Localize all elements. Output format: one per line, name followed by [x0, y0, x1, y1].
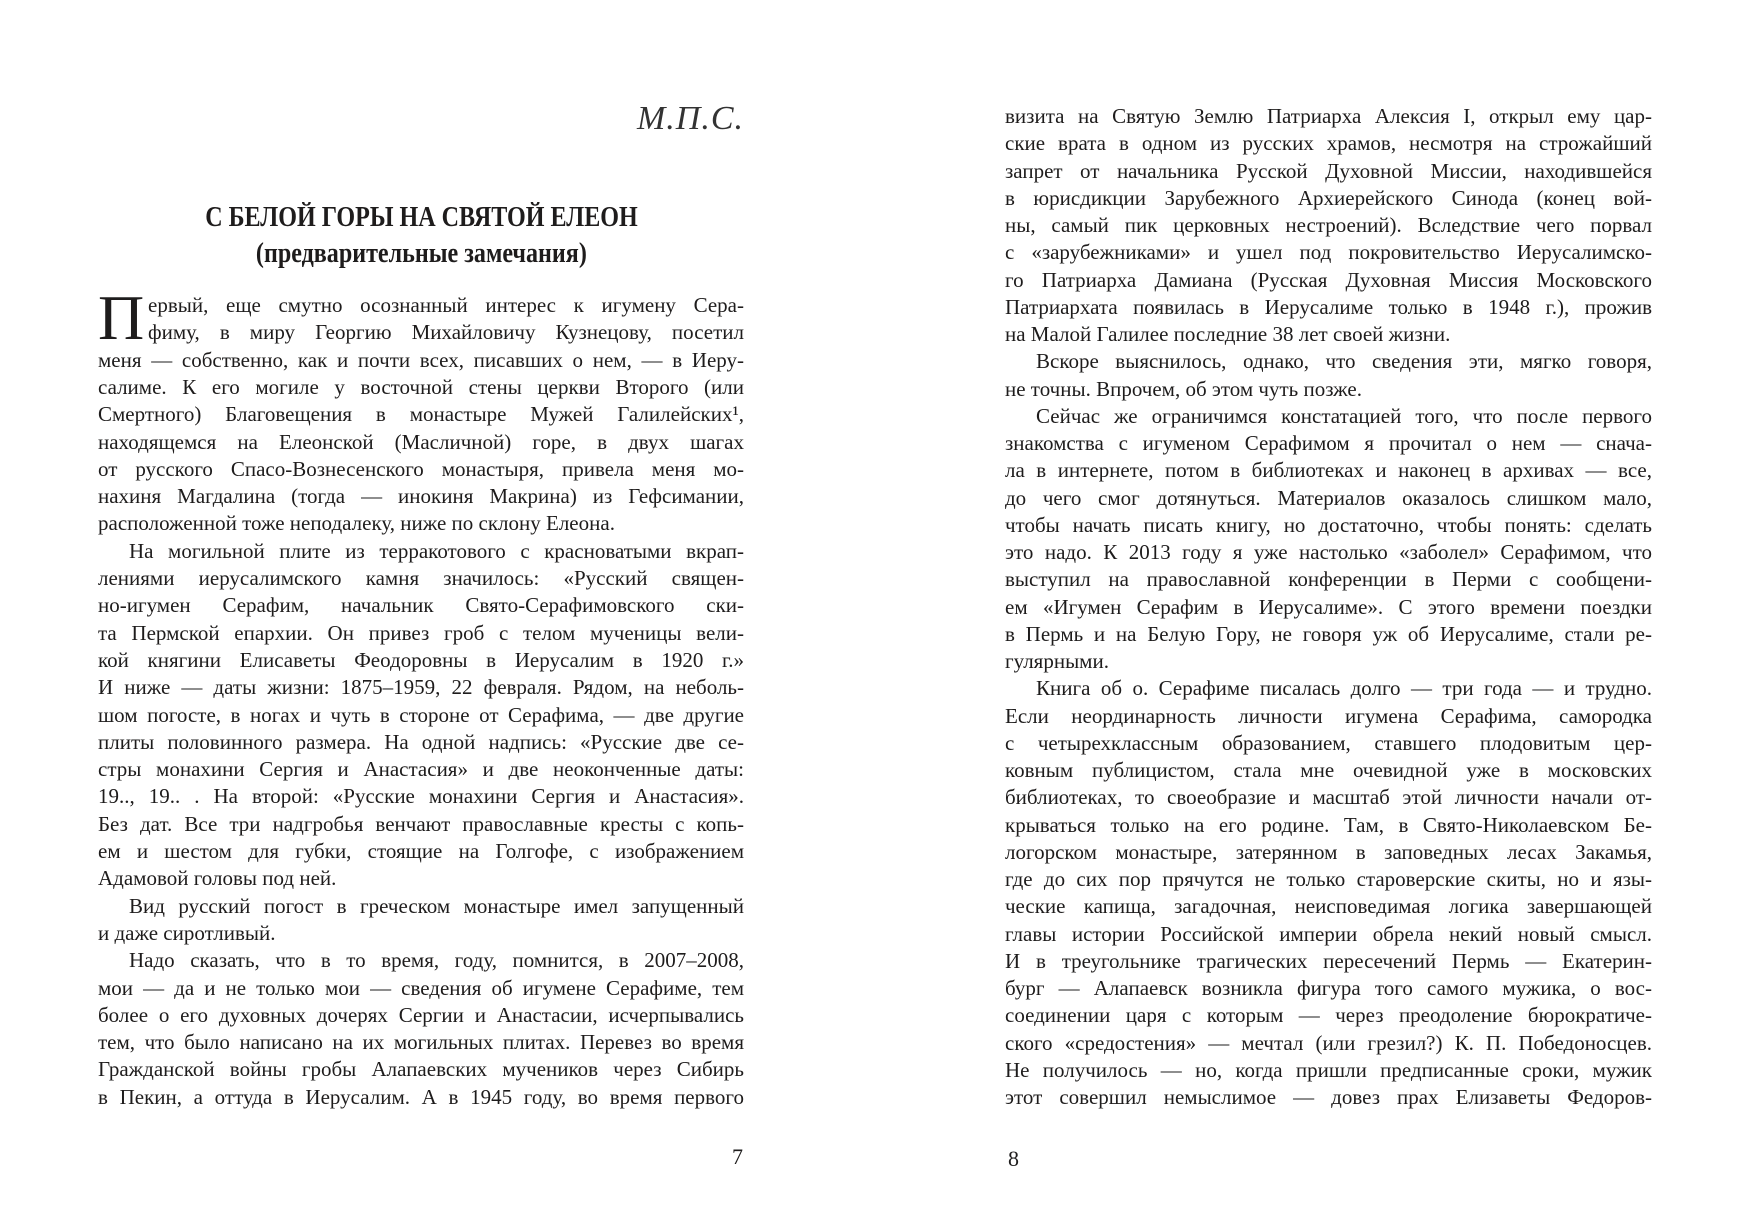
text-line: Смертного) Благовещения в монастыре Мужей Галилейских¹, [98, 402, 744, 427]
text-line: Без дат. Все три надгробья венчают православные кресты с копь- [98, 811, 744, 836]
text-line: с четырехклассным образованием, ставшего плодовитым цер- [1005, 730, 1652, 755]
text-line: знакомства с игуменом Серафимом я прочитал о нем — снача- [1005, 431, 1652, 455]
text-line: Вскоре выяснилось, однако, что сведения эти, мягко говоря, [1036, 349, 1652, 374]
text-line: от русского Спасо-Вознесенского монастыря, привела меня мо- [98, 456, 744, 481]
text-line: с «зарубежниками» и ушел под покровительство Иерусалимско- [1005, 240, 1652, 265]
text-line: Книга об о. Серафиме писалась долго — три года — и трудно. [1036, 676, 1652, 701]
text-line: этот совершил немыслимое — довез прах Елизаветы Федоров- [1005, 1085, 1652, 1109]
text-line: на Малой Галилее последние 38 лет своей жизни. [1005, 322, 1451, 346]
text-line: ского «средостения» — мечтал (или грезил?) К. П. Победоносцев. [1005, 1030, 1652, 1055]
text-line: На могильной плите из терракотового с красноватыми вкрап- [129, 538, 744, 563]
drop-cap: П [98, 282, 145, 353]
text-line: ем «Игумен Серафим в Иерусалиме». С этого времени поездки [1005, 594, 1652, 619]
text-line: мои — да и не только мои — сведения об игумене Серафиме, тем [98, 975, 744, 1000]
text-line: фиму, в миру Георгию Михайловичу Кузнецову, посетил [148, 320, 744, 345]
text-line: Если неординарность личности игумена Серафима, самородка [1005, 703, 1652, 728]
text-line: не точны. Впрочем, об этом чуть позже. [1005, 376, 1362, 401]
text-line: чтобы начать писать книгу, но достаточно, чтобы понять: сделать [1005, 512, 1652, 537]
page-number: 7 [732, 1144, 743, 1169]
text-line: визита на Святую Землю Патриарха Алексия I, открыл ему цар- [1005, 104, 1652, 128]
text-line: Адамовой головы под ней. [98, 866, 337, 891]
text-line: Не получилось — но, когда пришли предписанные сроки, мужик [1005, 1057, 1652, 1082]
text-line: до чего смог дотянуться. Материалов оказалось слишком мало, [1005, 485, 1652, 510]
text-line: 19.., 19.. . На второй: «Русские монахини Сергия и Анастасия». [98, 784, 744, 809]
text-line: и даже сиротливый. [98, 920, 276, 945]
text-line: ческие капища, загадочная, неисповедимая логика завершающей [1005, 894, 1652, 919]
text-line: ла в интернете, потом в библиотеках и наконец в архивах — все, [1005, 458, 1652, 483]
text-line: бург — Алапаевск возникла фигура того самого мужика, о вос- [1005, 976, 1652, 1000]
text-line: гулярными. [1005, 649, 1109, 673]
text-line: го Патриарха Дамиана (Русская Духовная Миссия Московского [1005, 267, 1652, 292]
text-line: ковным публицистом, стала мне очевидной уже в московских [1005, 758, 1652, 782]
text-line: Гражданской войны гробы Алапаевских мучеников через Сибирь [98, 1057, 744, 1082]
chapter-subtitle: (предварительные замечания) [255, 238, 587, 269]
running-head: М.П.С. [636, 100, 744, 137]
text-line: соединении царя с которым — через преодоление бюрократиче- [1005, 1003, 1652, 1028]
text-line: крываться только на его родине. Там, в Свято-Николаевском Бе- [1005, 812, 1652, 837]
text-line: более о его духовных дочерях Сергии и Анастасии, исчерпывались [98, 1002, 744, 1027]
text-line: плиты половинного размера. На одной надпись: «Русские две се- [98, 729, 744, 754]
text-line: лениями иерусалимского камня значилось: «Русский священ- [98, 566, 744, 590]
text-line: ны, самый пик церковных нестроений). Вследствие чего порвал [1005, 213, 1652, 237]
text-line: ервый, еще смутно осознанный интерес к игумену Сера- [148, 293, 744, 317]
text-line: Надо сказать, что в то время, году, помнится, в 2007–2008, [129, 948, 744, 973]
text-line: Сейчас же ограничимся констатацией того, что после первого [1036, 403, 1652, 428]
chapter-title: С БЕЛОЙ ГОРЫ НА СВЯТОЙ ЕЛЕОН [204, 202, 638, 233]
text-line: логорском монастыре, затерянном в заповедных лесах Закамья, [1005, 839, 1652, 864]
text-line: запрет от начальника Русской Духовной Миссии, находившейся [1005, 158, 1652, 183]
left-page [0, 0, 872, 1231]
text-line: библиотеках, то своеобразие и масштаб этой личности начали от- [1005, 785, 1652, 810]
text-line: Вид русский погост в греческом монастыре имел запущенный [129, 893, 744, 918]
text-line: находящемся на Елеонской (Масличной) горе, в двух шагах [98, 429, 744, 454]
text-line: И ниже — даты жизни: 1875–1959, 22 февраля. Рядом, на неболь- [98, 675, 744, 700]
text-line: но-игумен Серафим, начальник Свято-Серафимовского ски- [98, 593, 744, 618]
text-line: салиме. К его могиле у восточной стены церкви Второго (или [98, 374, 744, 399]
text-line: И в треугольнике трагических пересечений Пермь — Екатерин- [1005, 948, 1652, 973]
text-line: в юрисдикции Зарубежного Архиерейского Синода (конец вой- [1005, 185, 1652, 210]
text-line: ские врата в одном из русских храмов, несмотря на строжайший [1005, 131, 1652, 156]
text-line: стры монахини Сергия и Анастасия» и две неоконченные даты: [98, 757, 744, 782]
text-line: ем и шестом для губки, стоящие на Голгофе, с изображением [98, 839, 744, 863]
text-line: шом погосте, в ногах и чуть в стороне от Серафима, — две другие [98, 702, 744, 727]
text-line: расположенной тоже неподалеку, ниже по склону Елеона. [98, 511, 615, 536]
text-line: тем, что было написано на их могильных плитах. Перевез во время [98, 1030, 744, 1055]
text-line: где до сих пор прячутся не только староверские скиты, но и язы- [1005, 867, 1652, 891]
text-line: Патриархата появилась в Иерусалиме только в 1948 г.), прожив [1005, 294, 1652, 319]
text-line: в Пекин, а оттуда в Иерусалим. А в 1945 году, во время первого [98, 1084, 744, 1109]
text-line: та Пермской епархии. Он привез гроб с телом мученицы вели- [98, 620, 744, 645]
text-line: выступил на православной конференции в Перми с сообщени- [1005, 567, 1652, 592]
text-line: главы истории Российской империи обрела некий новый смысл. [1005, 921, 1652, 946]
text-line: это надо. К 2013 году я уже настолько «заболел» Серафимом, что [1005, 540, 1652, 564]
page-number: 8 [1008, 1146, 1019, 1171]
text-line: меня — собственно, как и почти всех, писавших о нем, — в Иеру- [98, 347, 744, 372]
text-line: нахиня Магдалина (тогда — инокиня Макрина) из Гефсимании, [98, 484, 744, 509]
right-page [872, 0, 1745, 1231]
text-line: в Пермь и на Белую Гору, не говоря уж об Иерусалиме, стали ре- [1005, 621, 1652, 646]
text-line: кой княгини Елисаветы Феодоровны в Иерусалим в 1920 г.» [98, 647, 744, 672]
